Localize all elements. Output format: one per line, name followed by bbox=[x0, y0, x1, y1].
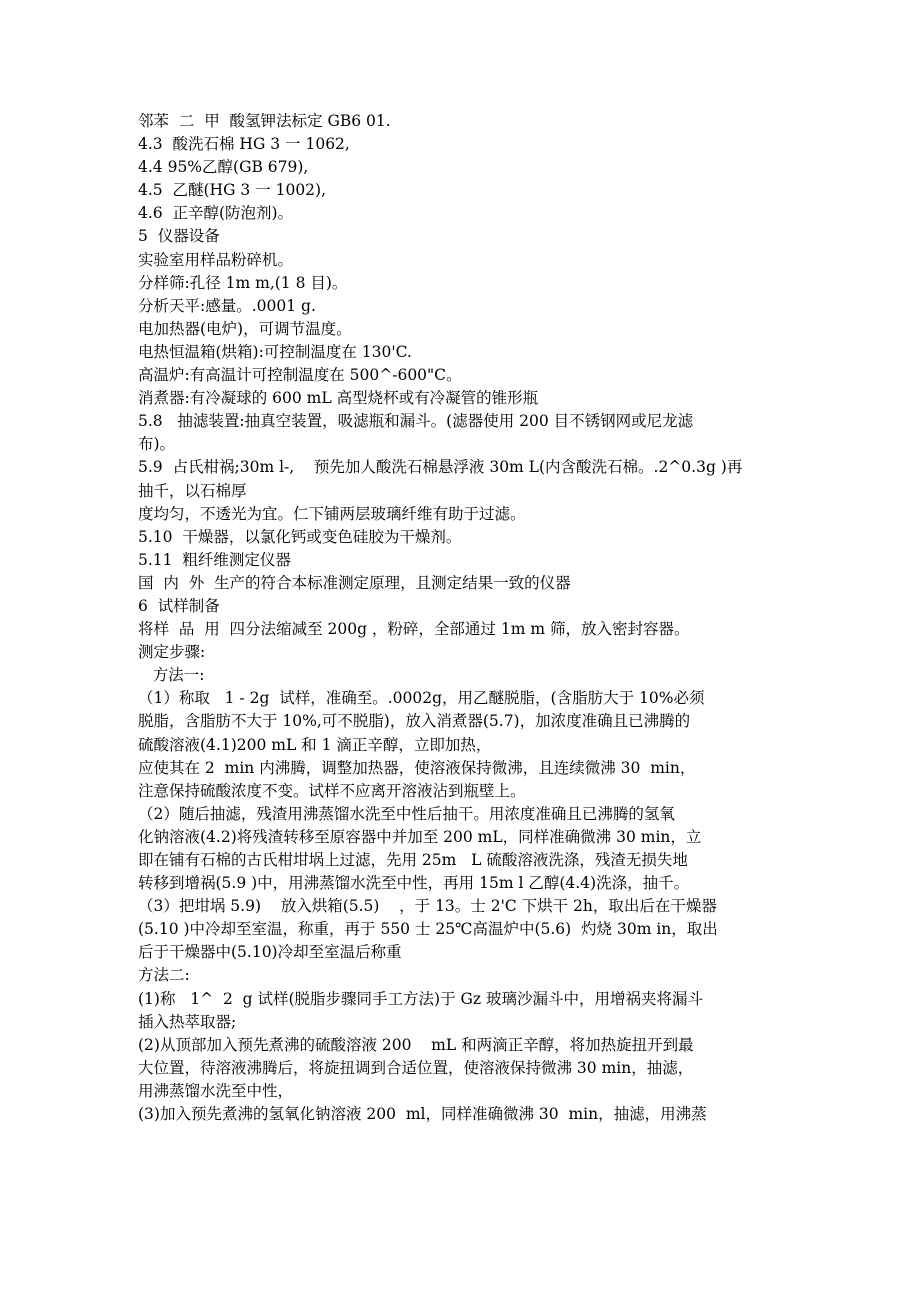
document-page bbox=[138, 110, 810, 1126]
method-heading: 方法二: bbox=[138, 966, 190, 985]
text-line: 电热恒温箱(烘箱):可控制温度在 130'C. bbox=[138, 342, 412, 361]
text-line: 电加热器(电炉)，可调节温度。 bbox=[138, 319, 352, 338]
text-line: 应使其在 2 min 内沸腾，调整加热器，使溶液保持微沸，且连续微沸 30 min， bbox=[138, 758, 696, 777]
text-line: 布)。 bbox=[138, 435, 176, 454]
text-line: (3)加入预先煮沸的氢氧化钠溶液 200 ml，同样准确微沸 30 min，抽滤，用沸蒸 bbox=[138, 1105, 707, 1124]
method-heading: 方法一: bbox=[138, 666, 205, 685]
text-line: (2)从顶部加入预先煮沸的硫酸溶液 200 mL 和两滴正辛醇，将加热旋扭开到最 bbox=[138, 1035, 694, 1054]
text-line: 将样 品 用 四分法缩减至 200g ，粉碎，全部通过 1m m 筛，放入密封容器。 bbox=[138, 620, 690, 639]
text-line: 分析天平:感量。.0001 g. bbox=[138, 296, 316, 315]
text-line: 化钠溶液(4.2)将残渣转移至原容器中并加至 200 mL，同样准确微沸 30 min，立 bbox=[138, 827, 702, 846]
text-line: 插入热萃取器; bbox=[138, 1012, 237, 1031]
text-line: 即在铺有石棉的古氏柑坩埚上过滤，先用 25m L 硫酸溶液洗涤，残渣无损失地 bbox=[138, 851, 688, 869]
text-line: 度均匀，不透光为宜。仁下铺两层玻璃纤维有助于过滤。 bbox=[138, 504, 526, 523]
section-heading: 6 试样制备 bbox=[138, 596, 220, 615]
text-line: 国 内 外 生产的符合本标准测定原理，且测定结果一致的仪器 bbox=[138, 573, 571, 592]
text-line: 大位置，待溶液沸腾后，将旋扭调到合适位置，使溶液保持微沸 30 min，抽滤， bbox=[138, 1058, 694, 1077]
text-line: 4.4 95%乙醇(GB 679), bbox=[138, 158, 309, 177]
text-line: 4.6 正辛醇(防泡剂)。 bbox=[138, 204, 294, 223]
text-line: 分样筛:孔径 1m m,(1 8 目)。 bbox=[138, 273, 348, 292]
text-line: 抽千，以石棉厚 bbox=[138, 481, 247, 500]
text-line: 消煮器:有冷凝球的 600 mL 高型烧杯或有冷凝管的锥形瓶 bbox=[138, 389, 539, 408]
text-line: 实验室用样品粉碎机。 bbox=[138, 250, 294, 269]
text-line: 注意保持硫酸浓度不变。试样不应离开溶液沾到瓶壁上。 bbox=[138, 781, 526, 800]
text-line: 用沸蒸馏水洗至中性， bbox=[138, 1081, 294, 1100]
text-line: 硫酸溶液(4.1)200 mL 和 1 滴正辛醇，立即加热， bbox=[138, 735, 492, 754]
text-line: 4.3 酸洗石棉 HG 3 一 1062, bbox=[138, 135, 350, 154]
section-heading: 5 仪器设备 bbox=[138, 227, 220, 246]
text-line: （3）把坩埚 5.9) 放入烘箱(5.5) ，于 13。士 2'C 下烘干 2h，取出后在干燥器 bbox=[138, 897, 717, 916]
text-line: 脱脂，含脂肪不大于 10%,可不脱脂)，放入消煮器(5.7)，加浓度准确且已沸腾的 bbox=[138, 712, 691, 731]
text-line: 5.9 占氏柑祸;30m l-, 预先加人酸洗石棉悬浮液 30m L(内含酸洗石棉。.2^0.3g )再 bbox=[138, 458, 743, 477]
text-line: 测定步骤: bbox=[138, 643, 206, 662]
text-line: 转移到增祸(5.9 )中，用沸蒸馏水洗至中性，再用 15m l 乙醇(4.4)洗涤，抽千。 bbox=[138, 874, 690, 893]
text-line: （2）随后抽滤，残渣用沸蒸馏水洗至中性后抽干。用浓度准确且已沸腾的氢氧 bbox=[138, 804, 675, 823]
text-line: (5.10 )中冷却至室温，称重，再于 550 士 25℃高温炉中(5.6) 灼烧 30m in，取出 bbox=[138, 920, 718, 939]
text-line: 后于干燥器中(5.10)冷却至室温后称重 bbox=[138, 943, 402, 962]
text-line: 4.5 乙醚(HG 3 一 1002), bbox=[138, 181, 327, 200]
text-line: 5.8 抽滤装置:抽真空装置，吸滤瓶和漏斗。(滤器使用 200 目不锈钢网或尼龙滤 bbox=[138, 412, 694, 431]
text-line: (1)称 1^ 2 g 试样(脱脂步骤同手工方法)于 Gz 玻璃沙漏斗中，用增祸夹将漏斗 bbox=[138, 989, 704, 1008]
text-line: 5.11 粗纤维测定仪器 bbox=[138, 550, 291, 569]
text-line: （1）称取 1 - 2g 试样，准确至。.0002g，用乙醚脱脂，(含脂肪大于 10%必须 bbox=[138, 689, 705, 708]
text-line: 5.10 干燥器，以氯化钙或变色硅胶为干燥剂。 bbox=[138, 527, 462, 546]
text-line: 高温炉:有高温计可控制温度在 500^-600"C。 bbox=[138, 366, 462, 385]
text-line: 邻苯 二 甲 酸氢钾法标定 GB6 01. bbox=[138, 112, 391, 130]
